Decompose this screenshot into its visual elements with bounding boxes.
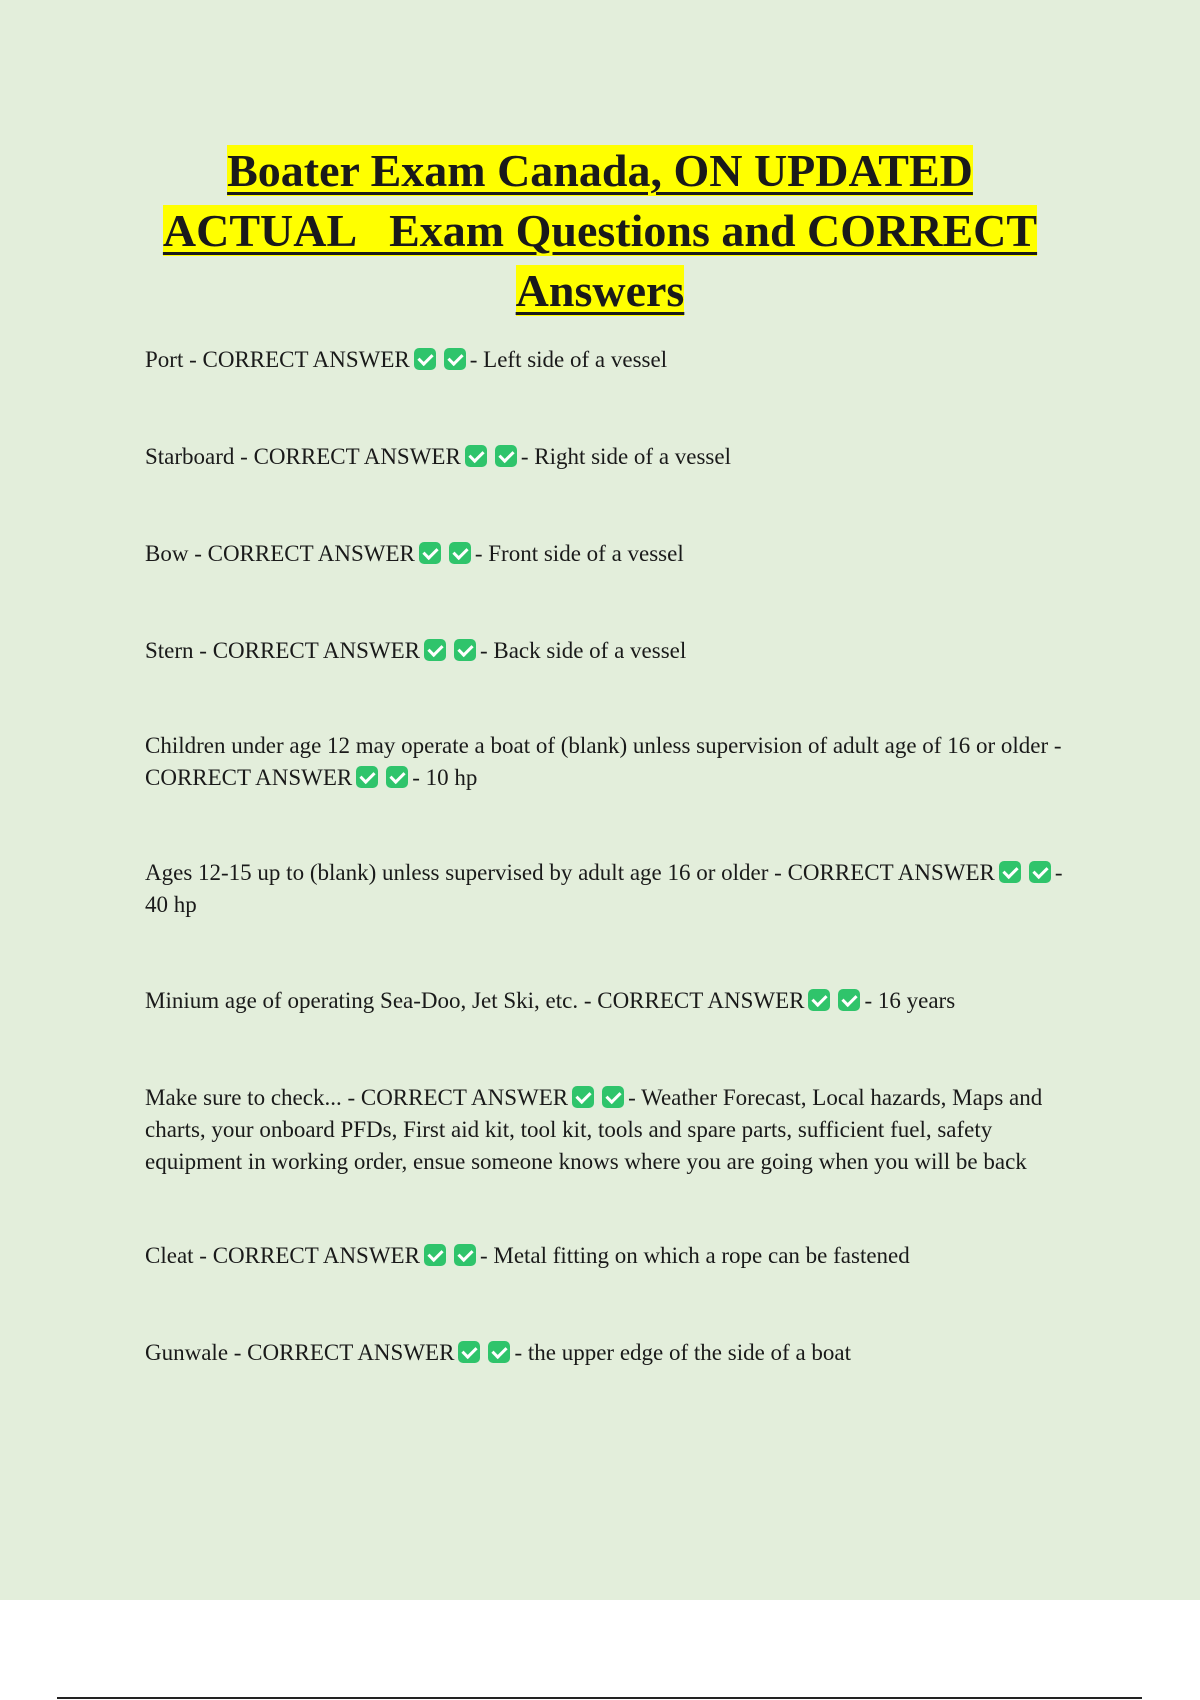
check-box-icon (444, 348, 466, 370)
question-text: Gunwale - CORRECT ANSWER (145, 1340, 455, 1365)
question-text: Starboard - CORRECT ANSWER (145, 444, 461, 469)
check-box-icon (999, 861, 1021, 883)
check-box-icon (386, 766, 408, 788)
answer-text: - 40 hp (145, 860, 1063, 917)
answer-text: - the upper edge of the side of a boat (514, 1340, 852, 1365)
check-box-icon (424, 1244, 446, 1266)
check-box-icon (488, 1341, 510, 1363)
qa-item-bow (145, 538, 1085, 570)
footer-divider (57, 1697, 1142, 1699)
check-box-icon (414, 348, 436, 370)
check-box-icon (458, 1341, 480, 1363)
check-box-icon (454, 639, 476, 661)
check-box-icon (808, 989, 830, 1011)
qa-item-children-age (145, 730, 1085, 794)
question-text: Bow - CORRECT ANSWER (145, 541, 415, 566)
title-line-2: ACTUAL Exam Questions and CORRECT (162, 205, 1038, 256)
check-box-icon (572, 1086, 594, 1108)
qa-item-port (145, 344, 1085, 376)
question-text: Children under age 12 may operate a boat of (blank) unless supervision of adult age of 16 or older - CORRECT ANSWER (145, 733, 1062, 790)
qa-item-cleat (145, 1240, 1085, 1272)
answer-text: - Weather Forecast, Local hazards, Maps and charts, your onboard PFDs, First aid kit, tool kit, tools and spare parts, sufficient fuel, safety equipment in working order, ensue someone knows where you are going when you will be back (145, 1085, 1043, 1174)
check-box-icon (449, 542, 471, 564)
question-text: Stern - CORRECT ANSWER (145, 638, 420, 663)
answer-text: - 16 years (864, 988, 956, 1013)
check-box-icon (419, 542, 441, 564)
title-line-3: Answers (515, 265, 685, 316)
qa-item-starboard (145, 441, 1085, 473)
check-box-icon (356, 766, 378, 788)
check-box-icon (838, 989, 860, 1011)
check-box-icon (495, 445, 517, 467)
check-box-icon (454, 1244, 476, 1266)
question-text: Make sure to check... - CORRECT ANSWER (145, 1085, 569, 1110)
document-title (100, 141, 1100, 321)
question-text: Ages 12-15 up to (blank) unless supervised by adult age 16 or older - CORRECT ANSWER (145, 860, 995, 885)
answer-text: - Left side of a vessel (469, 347, 668, 372)
title-line-1: Boater Exam Canada, ON UPDATED (227, 145, 973, 196)
answer-text: - Back side of a vessel (479, 638, 687, 663)
answer-text: - Front side of a vessel (474, 541, 684, 566)
answer-text: - Metal fitting on which a rope can be fastened (479, 1243, 910, 1268)
answer-text: - 10 hp (412, 765, 478, 790)
check-box-icon (465, 445, 487, 467)
check-box-icon (602, 1086, 624, 1108)
qa-item-ages-12-15 (145, 857, 1085, 921)
qa-item-gunwale (145, 1337, 1085, 1369)
check-box-icon (1029, 861, 1051, 883)
qa-item-checklist (145, 1082, 1085, 1178)
question-text: Minium age of operating Sea-Doo, Jet Ski, etc. - CORRECT ANSWER (145, 988, 805, 1013)
qa-item-stern (145, 635, 1085, 667)
answer-text: - Right side of a vessel (520, 444, 731, 469)
check-box-icon (424, 639, 446, 661)
question-text: Port - CORRECT ANSWER (145, 347, 410, 372)
qa-item-pwc-age (145, 985, 1085, 1017)
question-text: Cleat - CORRECT ANSWER (145, 1243, 420, 1268)
